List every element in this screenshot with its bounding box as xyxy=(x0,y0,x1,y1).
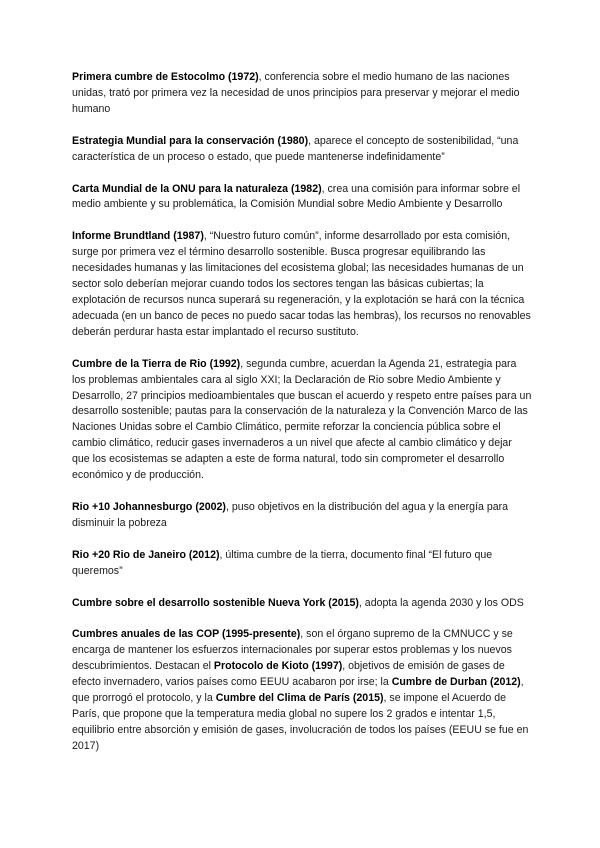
paragraph-text: , adopta la agenda 2030 y los ODS xyxy=(358,596,524,609)
paragraph-text: , conferencia sobre el medio humano de las naciones unidas, trató por primera vez la necesidad de unos principios para preservar y mejorar el medio humano xyxy=(72,71,520,115)
document-page xyxy=(72,70,532,771)
paragraph-title: Estrategia Mundial para la conservación (1980) xyxy=(72,134,309,147)
paragraph-text: , son el órgano supremo de la CMNUCC y se encarga de mantener los esfuerzos internacionales por superar estos problemas y los nuevos descubrimientos. Destacan el xyxy=(72,628,513,673)
paragraph-title: Primera cumbre de Estocolmo (1972) xyxy=(72,71,259,83)
paragraph-title: Informe Brundtland (1987) xyxy=(72,230,204,243)
paragraph-informe-brundtland xyxy=(72,229,532,340)
paragraph-text: , crea una comisión para informar sobre el medio ambiente y su problemática, la Comisión Mundial sobre Medio Ambiente y Desarrollo xyxy=(72,182,521,211)
paragraph-title: Cumbre de la Tierra de Rio (1992) xyxy=(72,357,241,370)
paragraph-text: , que prorrogó el protocolo, y la xyxy=(72,676,524,705)
paragraph-text: , se impone el Acuerdo de París, que propone que la temperatura media global no supere los 2 grados e intentar 1,5, equilibrio entre absorción y emisión de gases, involucración de todos los países (EEUU se fue en 2017) xyxy=(72,692,529,752)
paragraph-cop xyxy=(72,627,532,754)
paragraph-text: , segunda cumbre, acuerdan la Agenda 21, estrategia para los problemas ambientales cara al siglo XXI; la Declaración de Rio sobre Medio Ambiente y Desarrollo, 27 principios medioambientales que buscan el acuerdo y respeto entre países para un desarrollo sostenible; pautas para la conservación de la naturaleza y la Convención Marco de las Naciones Unidas sobre el Cambio Climático, permite reforzar la conciencia pública sobre el cambio climático, reducir gases invernaderos a un nivel que afecte al cambio climático y dejar que los ecosistemas se adapten a este de forma natural, todo sin comprometer el desarrollo económico y de producción. xyxy=(72,357,532,482)
paris-summit-title: Cumbre del Clima de París (2015) xyxy=(215,692,384,705)
paragraph-text: , última cumbre de la tierra, documento final “El futuro que queremos” xyxy=(72,548,493,577)
paragraph-title: Cumbres anuales de las COP (1995-presente) xyxy=(72,628,301,641)
paragraph-cumbre-rio-1992 xyxy=(72,357,532,484)
paragraph-text: , objetivos de emisión de gases de efecto invernadero, varios países como EEUU acabaron por irse; la xyxy=(72,660,505,689)
paragraph-text: , aparece el concepto de sostenibilidad, “una característica de un proceso o estado, que puede mantenerse indefinidamente” xyxy=(72,134,519,163)
paragraph-rio-20 xyxy=(72,548,532,580)
paragraph-title: Rio +20 Rio de Janeiro (2012) xyxy=(72,548,220,561)
paragraph-text: , puso objetivos en la distribución del agua y la energía para disminuir la pobreza xyxy=(72,500,509,529)
durban-summit-title: Cumbre de Durban (2012) xyxy=(391,676,521,689)
paragraph-title: Carta Mundial de la ONU para la naturaleza (1982) xyxy=(72,182,322,195)
kioto-protocol-title: Protocolo de Kioto (1997) xyxy=(213,660,343,673)
paragraph-estrategia-mundial xyxy=(72,134,532,166)
paragraph-estocolmo xyxy=(72,70,532,118)
paragraph-text: , “Nuestro futuro común”, informe desarrollado por esta comisión, surge por primera vez el término desarrollo sostenible. Busca progresar equilibrando las necesidades humanas y las limitaciones del ecosistema global; las necesidades humanas de un sector solo deberían mejorar cuando todos los sectores tengan las básicas cubiertas; la explotación de recursos nunca superará su regeneración, y la explotación se hará con la técnica adecuada (en un banco de peces no puedo sacar todas las hembras), los recursos no renovables deberán perdurar hasta estar implantado el recurso sustituto. xyxy=(72,230,531,338)
paragraph-title: Cumbre sobre el desarrollo sostenible Nueva York (2015) xyxy=(72,596,359,609)
paragraph-carta-mundial xyxy=(72,182,532,214)
paragraph-nueva-york xyxy=(72,596,532,612)
paragraph-rio-10 xyxy=(72,500,532,532)
paragraph-title: Rio +10 Johannesburgo (2002) xyxy=(72,500,226,513)
